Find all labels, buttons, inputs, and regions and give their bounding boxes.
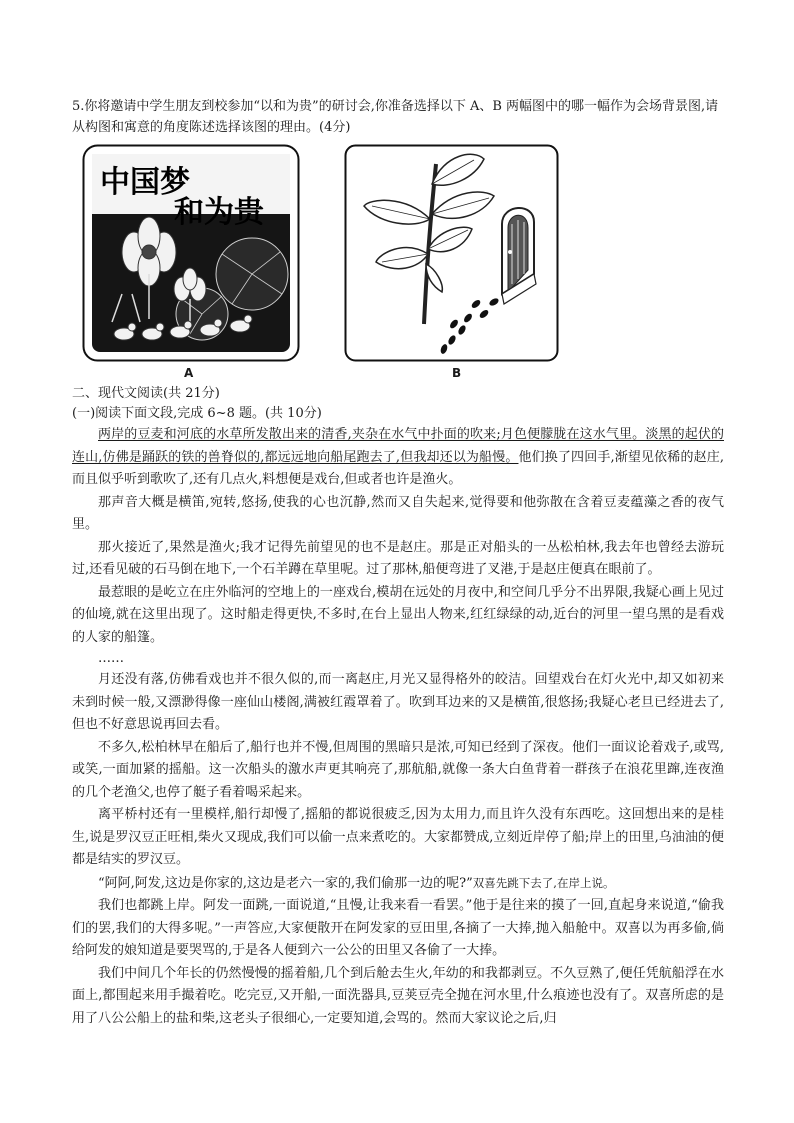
paragraph-5: 月还没有落,仿佛看戏也并不很久似的,而一离赵庄,月光又显得格外的皎洁。回望戏台在灯火光中,却又如初来未到时候一般,又漂渺得像一座仙山楼阁,满被红霞罩着了。吹到耳边来的又是横笛,很悠扬;我疑心老旦已经进去了,但也不好意思说再回去看。	[72, 672, 724, 732]
question-5: 5.你将邀请中学生朋友到校参加“以和为贵”的研讨会,你准备选择以下 A、B 两幅图中的哪一幅作为会场背景图,请从构图和寓意的角度陈述选择该图的理由。(4分)	[72, 99, 719, 135]
paragraph-1	[72, 424, 724, 492]
paragraph-3: 那火接近了,果然是渔火;我才记得先前望见的也不是赵庄。那是正对船头的一丛松柏林,我去年也曾经去游玩过,还看见破的石马倒在地下,一个石羊蹲在草里呢。过了那林,船便弯进了叉港,于是赵庄便真在眼前了。	[72, 539, 724, 577]
paragraph-7: 离平桥村还有一里模样,船行却慢了,摇船的都说很疲乏,因为太用力,而且许久没有东西吃。这回想出来的是桂生,说是罗汉豆正旺相,柴火又现成,我们可以偷一点来煮吃的。大家都赞成,立刻近岸停了船;岸上的田里,乌油油的便都是结实的罗汉豆。	[72, 807, 724, 867]
paragraph-1-rest: 他们换了四回手,渐望见依稀的赵庄,而且似乎听到歌吹了,还有几点火,料想便是戏台,但或者也许是渔火。	[72, 449, 725, 487]
paragraph-1-underlined: 两岸的豆麦和河底的水草所发散出来的清香,夹杂在水气中扑面的吹来;月色便朦胧在这水气里。淡黑的起伏的连山,仿佛是踊跃的铁的兽脊似的,都远远地向船尾跑去了,但我却还以为船慢。	[72, 427, 724, 465]
ellipsis: ……	[98, 651, 124, 666]
section-2-title: 二、现代文阅读(共 21分)	[72, 386, 220, 401]
figure-a-title-2: 和为贵	[174, 195, 264, 230]
figure-a-image	[82, 144, 300, 362]
figure-a-title-1: 中国梦	[100, 165, 190, 200]
exam-page	[72, 96, 724, 1030]
figure-a	[82, 144, 300, 362]
paragraph-8	[72, 872, 724, 896]
part-1-title: (一)阅读下面文段,完成 6~8 题。(共 10分)	[72, 406, 322, 421]
paragraph-9: 我们也都跳上岸。阿发一面跳,一面说道,“且慢,让我来看一看罢。”他于是往来的摸了一回,直起身来说道,“偷我们的罢,我们的大得多呢。”一声答应,大家便散开在阿发家的豆田里,各摘了一大捧,抛入船舱中。双喜以为再多偷,倘给阿发的娘知道是要哭骂的,于是各人便到六一公公的田里又各偷了一大捧。	[72, 898, 724, 958]
figure-b	[344, 144, 564, 362]
figure-b-caption: B	[452, 366, 462, 380]
paragraph-4: 最惹眼的是屹立在庄外临河的空地上的一座戏台,模胡在远处的月夜中,和空间几乎分不出界限,我疑心画上见过的仙境,就在这里出现了。这时船走得更快,不多时,在台上显出人物来,红红绿绿的动,近台的河里一望乌黑的是看戏的人家的船篷。	[72, 584, 724, 645]
figure-a-caption: A	[184, 366, 194, 380]
paragraph-6: 不多久,松柏林早在船后了,船行也并不慢,但周围的黑暗只是浓,可知已经到了深夜。他们一面议论着戏子,或骂,或笑,一面加紧的摇船。这一次船头的激水声更其响亮了,那航船,就像一条大白鱼背着一群孩子在浪花里蹿,连夜渔的几个老渔父,也停了艇子看着喝采起来。	[72, 739, 724, 800]
paragraph-10: 我们中间几个年长的仍然慢慢的摇着船,几个到后舱去生火,年幼的和我都剥豆。不久豆熟了,便任凭航船浮在水面上,都围起来用手撮着吃。吃完豆,又开船,一面洗器具,豆荚豆壳全抛在河水里,什么痕迹也没有了。双喜所虑的是用了八公公船上的盐和柴,这老头子很细心,一定要知道,会骂的。然而大家议论之后,归	[72, 965, 724, 1026]
paragraph-8-quote: “阿阿,阿发,这边是你家的,这边是老六一家的,我们偷那一边的呢?”	[98, 875, 473, 891]
paragraph-8-tail: 双喜先跳下去了,在岸上说。	[472, 875, 615, 890]
figures	[72, 144, 724, 384]
figure-b-image	[344, 144, 564, 362]
paragraph-2: 那声音大概是横笛,宛转,悠扬,使我的心也沉静,然而又自失起来,觉得要和他弥散在含着豆麦蕴藻之香的夜气里。	[72, 494, 724, 532]
